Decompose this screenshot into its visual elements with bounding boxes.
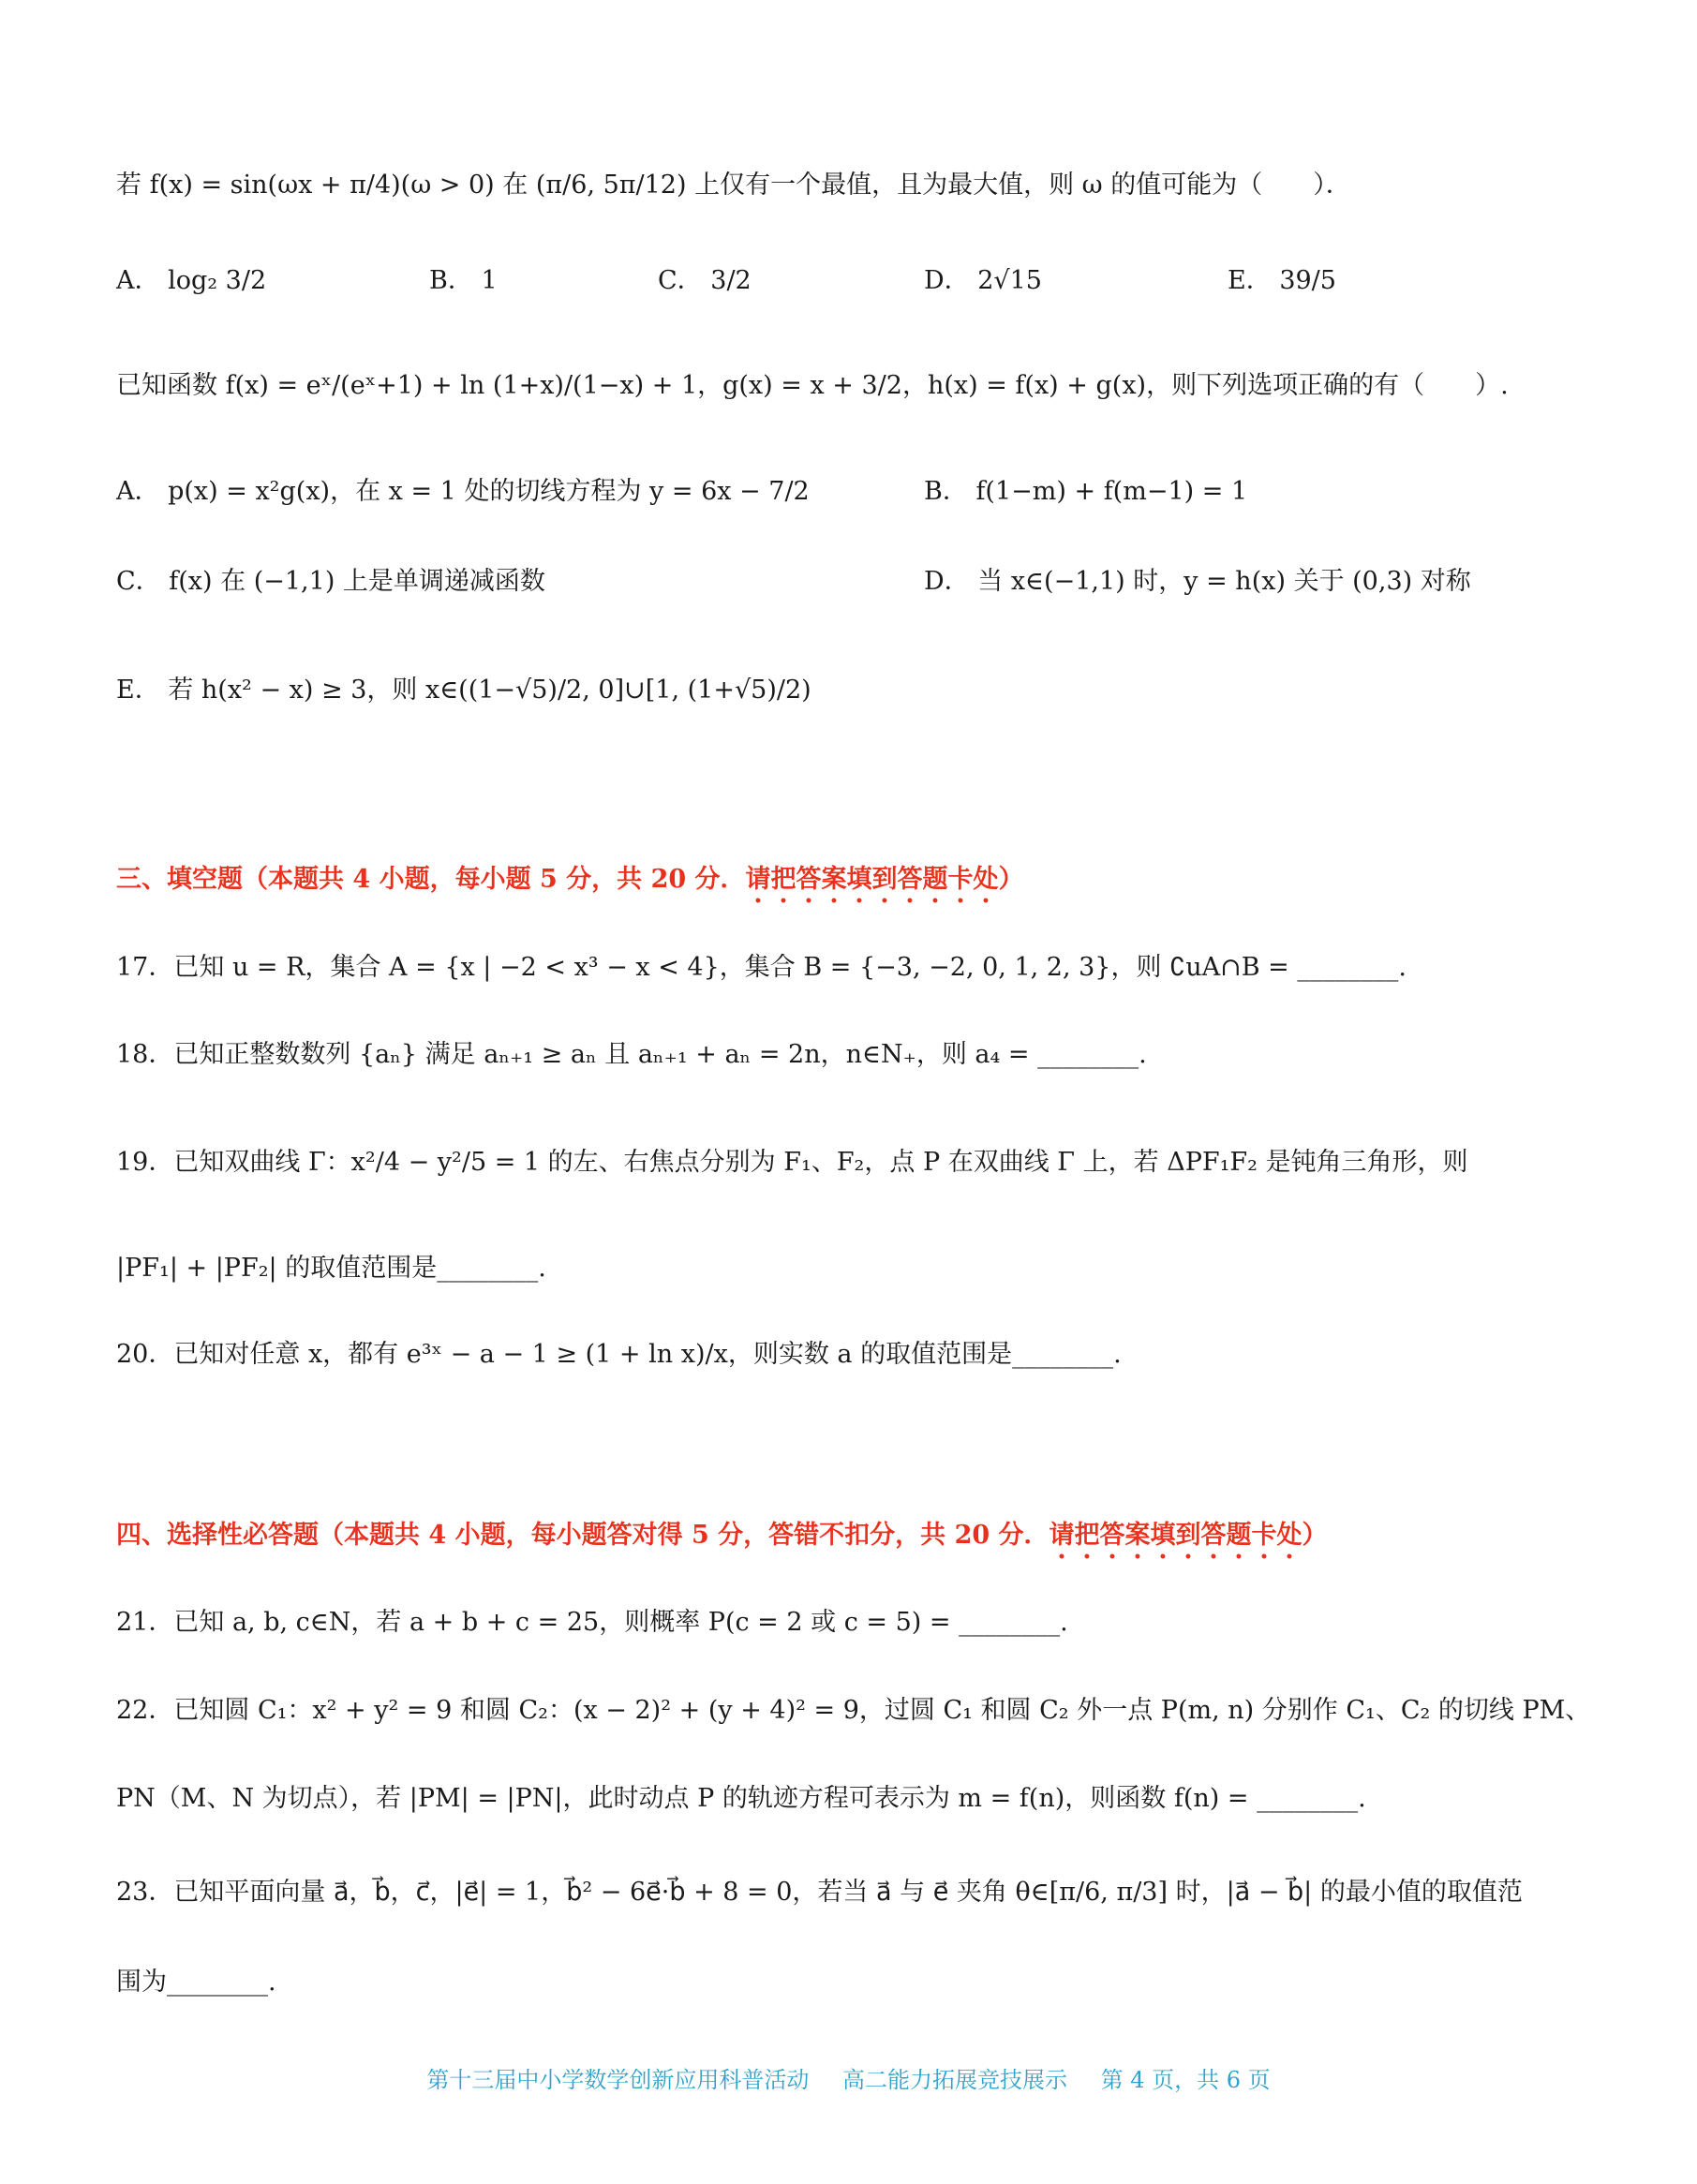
option-text: f(1−m) + f(m−1) = 1 bbox=[975, 477, 1248, 506]
q16-option-d bbox=[924, 560, 1471, 597]
question-18: 18．已知正整数数列 {aₙ} 满足 aₙ₊₁ ≥ aₙ 且 aₙ₊₁ + aₙ = 2n，n∈N₊，则 a₄ = ________. bbox=[116, 1040, 1147, 1069]
option-label: D． bbox=[924, 567, 970, 596]
page-footer bbox=[0, 2061, 1697, 2094]
option-text: 3/2 bbox=[710, 266, 752, 295]
q15-option-d bbox=[924, 260, 1042, 296]
q15-option-a bbox=[116, 260, 266, 296]
option-label: D． bbox=[924, 266, 970, 295]
section-4-heading bbox=[116, 1514, 1328, 1565]
question-23-line-2: 围为________. bbox=[116, 1968, 276, 1997]
question-19-line-2: |PF₁| + |PF₂| 的取值范围是________. bbox=[116, 1254, 546, 1283]
option-text: p(x) = x²g(x)，在 x = 1 处的切线方程为 y = 6x − 7/2 bbox=[168, 477, 810, 506]
option-text: 若 h(x² − x) ≥ 3，则 x∈((1−√5)/2, 0]∪[1, (1+√5)/2) bbox=[168, 676, 811, 705]
option-label: A． bbox=[116, 266, 160, 295]
question-19-line-1: 19．已知双曲线 Γ：x²/4 − y²/5 = 1 的左、右焦点分别为 F₁、F₂，点 P 在双曲线 Γ 上，若 ΔPF₁F₂ 是钝角三角形，则 bbox=[116, 1148, 1468, 1177]
q16-option-b bbox=[924, 470, 1247, 507]
footer-page-number: 第 4 页，共 6 页 bbox=[1100, 2067, 1271, 2093]
question-17: 17．已知 u = R，集合 A = {x | −2 < x³ − x < 4}，集合 B = {−3, −2, 0, 1, 2, 3}，则 ∁uA∩B = ________. bbox=[116, 953, 1407, 982]
option-label: E． bbox=[1228, 266, 1272, 295]
section-4-emphasis: 请把答案填到答题卡处 bbox=[1049, 1521, 1303, 1550]
option-text: 39/5 bbox=[1279, 266, 1336, 295]
option-text: log₂ 3/2 bbox=[168, 266, 267, 295]
option-label: A． bbox=[116, 477, 160, 506]
section-3-heading bbox=[116, 858, 1024, 909]
q15-option-c bbox=[658, 260, 752, 296]
option-text: 2√15 bbox=[977, 266, 1042, 295]
q15-option-b bbox=[429, 260, 498, 296]
section-4-title: 四、选择性必答题（本题共 4 小题，每小题答对得 5 分，答错不扣分，共 20 分． bbox=[116, 1521, 1049, 1550]
question-20: 20．已知对任意 x，都有 e³ˣ − a − 1 ≥ (1 + ln x)/x，则实数 a 的取值范围是________. bbox=[116, 1340, 1122, 1369]
option-text: 当 x∈(−1,1) 时，y = h(x) 关于 (0,3) 对称 bbox=[977, 567, 1471, 596]
section-3-close: ） bbox=[998, 865, 1024, 894]
option-label: E． bbox=[116, 676, 160, 705]
option-text: 1 bbox=[481, 266, 498, 295]
section-3-title: 三、填空题（本题共 4 小题，每小题 5 分，共 20 分． bbox=[116, 865, 746, 894]
q16-option-e bbox=[116, 669, 811, 706]
footer-grade: 高二能力拓展竞技展示 bbox=[841, 2067, 1067, 2093]
q16-option-c bbox=[116, 560, 545, 597]
section-3-emphasis: 请把答案填到答题卡处 bbox=[745, 865, 999, 894]
option-label: C． bbox=[116, 567, 161, 596]
question-15: 若 f(x) = sin(ωx + π/4)(ω > 0) 在 (π/6, 5π/12) 上仅有一个最值，且为最大值，则 ω 的值可能为（ ）． bbox=[116, 171, 1351, 200]
section-4-close: ） bbox=[1302, 1521, 1328, 1550]
option-label: B． bbox=[924, 477, 968, 506]
question-16: 已知函数 f(x) = eˣ/(eˣ+1) + ln (1+x)/(1−x) + 1，g(x) = x + 3/2，h(x) = f(x) + g(x)，则下列选项正确的有（ ）. bbox=[116, 371, 1509, 400]
option-text: f(x) 在 (−1,1) 上是单调递减函数 bbox=[169, 567, 545, 596]
question-22-line-1: 22．已知圆 C₁：x² + y² = 9 和圆 C₂：(x − 2)² + (y + 4)² = 9，过圆 C₁ 和圆 C₂ 外一点 P(m, n) 分别作 C₁、C₂ 的切线 PM、 bbox=[116, 1696, 1591, 1725]
question-22-line-2: PN（M、N 为切点），若 |PM| = |PN|，此时动点 P 的轨迹方程可表示为 m = f(n)，则函数 f(n) = ________. bbox=[116, 1784, 1366, 1813]
footer-event: 第十三届中小学数学创新应用科普活动 bbox=[426, 2067, 810, 2093]
option-label: C． bbox=[658, 266, 703, 295]
q16-option-a bbox=[116, 470, 810, 507]
question-21: 21．已知 a, b, c∈N，若 a + b + c = 25，则概率 P(c = 2 或 c = 5) = ________. bbox=[116, 1608, 1068, 1637]
question-23-line-1: 23．已知平面向量 a⃗，b⃗，c⃗，|e⃗| = 1，b⃗² − 6e⃗·b⃗ + 8 = 0，若当 a⃗ 与 e⃗ 夹角 θ∈[π/6, π/3] 时，|a⃗ − b⃗| 的最小值的取值范 bbox=[116, 1878, 1523, 1907]
q15-option-e bbox=[1228, 260, 1336, 296]
option-label: B． bbox=[429, 266, 473, 295]
